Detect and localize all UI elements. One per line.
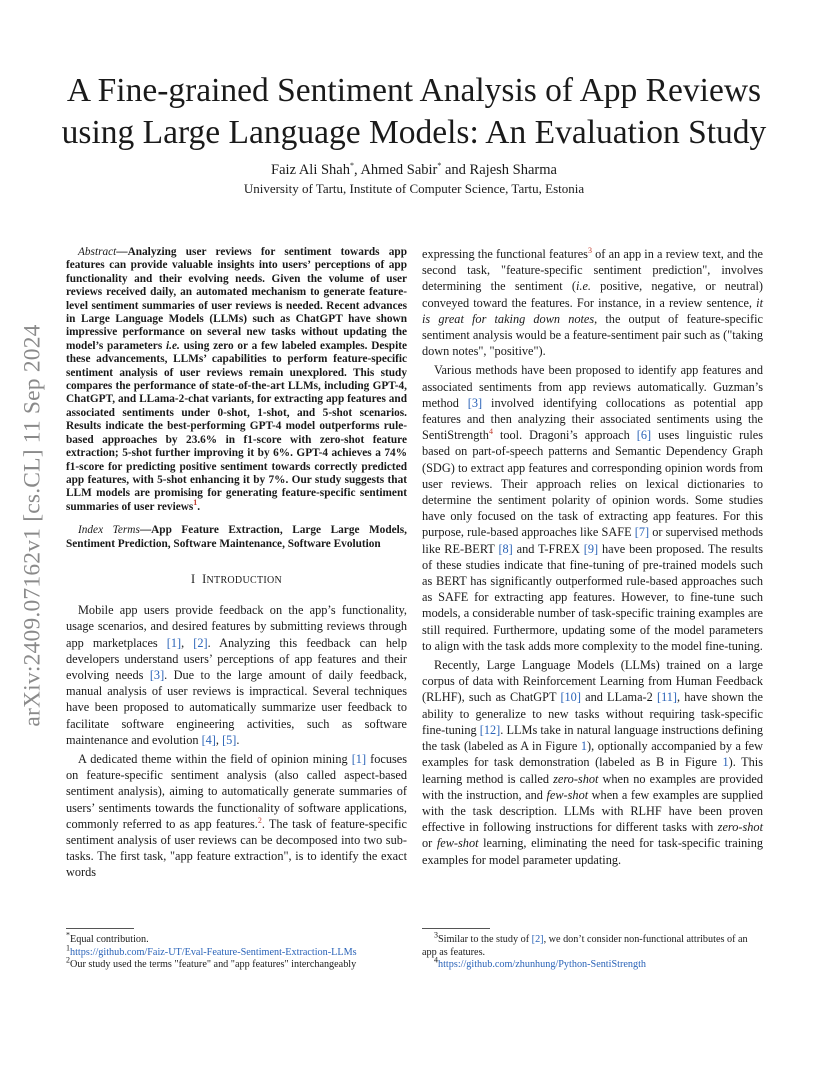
section-title-first: I: [202, 571, 207, 586]
abstract-end: .: [197, 500, 201, 513]
footnote-mark: 2: [66, 955, 70, 965]
affiliation: University of Tartu, Institute of Computer Science, Tartu, Estonia: [243, 181, 585, 196]
footnote-ref-3[interactable]: 3: [587, 245, 592, 255]
text-italic: few-shot: [546, 787, 589, 802]
footnote-rule-left: [66, 928, 134, 929]
text: learning, eliminating the need for task-specific training examples for model parameter updating.: [422, 836, 763, 867]
abstract: [66, 246, 407, 514]
citation-link[interactable]: [2]: [193, 635, 208, 650]
footnote-4: [422, 955, 763, 972]
text: . LLMs take in natural language instructions defining the task (labeled as A in Figure: [422, 722, 763, 754]
footnote-1: [66, 943, 407, 960]
index-terms-text: —App Feature Extraction, Large Large Models, Sentiment Prediction, Software Maintenance, Software Evolution: [66, 524, 407, 550]
citation-link[interactable]: [10]: [560, 690, 581, 705]
citation-link[interactable]: [5]: [222, 732, 237, 747]
section-number: I: [190, 571, 196, 586]
abstract-label: Abstract: [78, 246, 117, 258]
text: ,: [215, 732, 223, 747]
text: ,: [181, 635, 194, 650]
text: tool. Dragoni’s approach: [492, 428, 637, 443]
citation-link[interactable]: [2]: [531, 934, 544, 945]
footnote-url-link[interactable]: https://github.com/zhunhung/Python-SentiStrength: [438, 959, 646, 970]
abstract-text-1: Analyzing user reviews for sentiment towards app features can provide valuable insights into users’ perceptions of app functionality and their evolving needs. Given the volume of user reviews received daily, an automated mechanism to generate feature-level sentiment summaries of user reviews is needed. Recent advances in Large Language Models (LLMs) such as ChatGPT have shown impressive performance on several new tasks without updating the model’s parameters: [66, 246, 407, 352]
text: Mobile app users provide feedback on the app’s functionality, usage scenarios, and desired features by submitting reviews through app marketplaces: [66, 603, 407, 650]
footnotes-left: [66, 930, 407, 972]
citation-link[interactable]: [9]: [583, 541, 599, 556]
footnote-2: [66, 955, 407, 972]
citation-link[interactable]: [8]: [498, 541, 513, 556]
citation-link[interactable]: [11]: [656, 690, 678, 705]
text-italic: zero-shot: [717, 820, 763, 835]
text: of an app in a review text, and the second task, "feature-specific sentiment prediction", involves determining the sentiment (: [422, 247, 764, 294]
right-paragraph-2: [422, 362, 763, 654]
author-list: [0, 162, 828, 179]
title-line-2: using Large Language Models: An Evaluation Study: [61, 114, 767, 151]
text: Various methods have been proposed to identify app features and associated sentiments from app reviews automatically. Guzman’s method: [422, 363, 763, 410]
text: , the output of feature-specific sentiment analysis would be a feature-sentiment pair such as ("taking down notes", "positive").: [422, 311, 763, 359]
intro-paragraph-2: [66, 751, 407, 881]
citation-link[interactable]: [6]: [636, 428, 652, 443]
paper-title: [40, 70, 788, 154]
text: expressing the functional features: [422, 247, 588, 261]
text: when no examples are provided with the instruction, and: [422, 771, 763, 802]
footnote-text: Similar to the study of: [438, 934, 532, 945]
footnote-0: [66, 930, 407, 947]
right-paragraph-1: [422, 246, 763, 359]
text: focuses on feature-specific sentiment analysis (also called aspect-based sentiment analysis), aiming to automatically generate summaries of users’ sentiments towards the functionality of software applications, commonly referred to as app features.: [66, 751, 408, 831]
figure-link[interactable]: 1: [722, 755, 729, 770]
text: and T-FREX: [512, 541, 584, 556]
footnote-mark: 4: [434, 955, 438, 965]
footnote-text: Equal contribution.: [70, 934, 149, 945]
text: involved identifying collocations as potential app features and then analyzing their associated sentiments using the SentiStrength: [422, 395, 763, 443]
text-italic: zero-shot: [553, 771, 599, 786]
index-terms: [66, 524, 407, 551]
text: or supervised methods like RE-BERT: [422, 525, 763, 556]
section-title-rest: NTRODUCTION: [206, 574, 283, 586]
citation-link[interactable]: [12]: [479, 722, 501, 737]
figure-link[interactable]: 1: [580, 739, 588, 754]
right-column: [422, 246, 763, 871]
footnote-text: , we don’t consider non-functional attributes of an app as features.: [422, 934, 748, 958]
right-paragraph-3: [422, 657, 763, 868]
citation-link[interactable]: [3]: [149, 667, 165, 682]
author-2: Ahmed Sabir: [360, 162, 438, 178]
citation-link[interactable]: [4]: [201, 732, 216, 747]
abstract-dash: —: [116, 246, 128, 258]
text: when a few examples are supplied with the task description. LLMs with RLHF have been proven effective in following instructions for different tasks with: [422, 787, 764, 835]
text: positive, negative, or neutral) conveyed toward the features. For instance, in a review sentence,: [422, 279, 763, 310]
footnote-rule-right: [422, 928, 490, 929]
text: . The task of feature-specific sentiment analysis of user reviews can be decomposed into two sub-tasks. The first task, "app feature extraction", is to identify the exact words: [66, 816, 407, 880]
text: ). This learning method is called: [422, 755, 763, 786]
footnote-ref-1[interactable]: 1: [193, 497, 198, 507]
title-line-1: A Fine-grained Sentiment Analysis of App Reviews: [66, 72, 762, 109]
text: and LLama-2: [580, 690, 657, 705]
intro-paragraph-1: [66, 602, 407, 748]
footnote-mark: 3: [434, 930, 438, 940]
footnote-ref-2[interactable]: 2: [257, 815, 262, 825]
left-column: [66, 246, 407, 884]
author-sep-2: and Rajesh Sharma: [441, 162, 557, 178]
citation-link[interactable]: [1]: [351, 751, 367, 766]
text: . Analyzing this feedback can help developers understand users’ perceptions of app features and their evolving needs: [66, 635, 407, 682]
footnote-text: Our study used the terms "feature" and "app features" interchangeably: [70, 959, 357, 970]
text: ), optionally accompanied by a few examples for task demonstration (labeled as B in Figure: [422, 739, 763, 770]
text-italic: few-shot: [436, 836, 479, 851]
text: have been proposed. The results of these studies indicate that fine-tuning of pre-trained models such as BERT has significantly outperformed rule-based approaches such as SAFE for extracting app features. However, to fine-tune such models, a considerable number of task-specific training examples are still required. Furthermore, updating some of the model parameters to align with the task adds more complexity to the model fine-tuning.: [422, 541, 763, 653]
footnote-url-link[interactable]: https://github.com/Faiz-UT/Eval-Feature-Sentiment-Extraction-LLMs: [70, 946, 357, 958]
author-2-mark: *: [437, 161, 442, 171]
author-sep-1: ,: [354, 162, 361, 178]
citation-link[interactable]: [1]: [166, 635, 182, 650]
index-terms-label: Index Terms: [78, 524, 140, 537]
arxiv-watermark: [10, 290, 56, 760]
text: A dedicated theme within the field of opinion mining: [78, 751, 352, 766]
text-italic: i.e.: [575, 279, 591, 294]
footnote-mark: *: [66, 930, 70, 940]
text: .: [236, 732, 240, 747]
footnotes-right: [422, 930, 763, 972]
footnote-mark: 1: [66, 943, 70, 953]
citation-link[interactable]: [3]: [467, 395, 483, 410]
example-sentence: it is great for taking down notes: [422, 295, 763, 326]
section-heading: [66, 571, 407, 589]
text: Recently, Large Language Models (LLMs) trained on a large corpus of data with Reinforcement Learning from Human Feedback (RLHF), such as ChatGPT: [422, 658, 763, 705]
abstract-ie: i.e.: [166, 339, 180, 352]
arxiv-identifier: arXiv:2409.07162v1 [cs.CL] 11 Sep 2024: [19, 323, 46, 727]
text: or: [422, 836, 437, 851]
footnote-3: [422, 930, 763, 959]
text: , have shown the ability to generalize to new tasks without requiring task-specific fine-tuning: [422, 690, 763, 737]
abstract-text-2: using zero or a few labeled examples. Despite these advancements, LLMs’ capabilities to perform feature-specific sentiment analysis of user reviews remain unexplored. This study compares the performance of state-of-the-art LLMs, including GPT-4, ChatGPT, and LLama-2-chat variants, for extracting app features and associated sentiments under 0-shot, 1-shot, and 5-shot scenarios. Results indicate the best-performing GPT-4 model outperforms rule-based approaches by 23.6% in f1-score with zero-shot feature extraction; 5-shot further improving it by 6%. GPT-4 achieves a 74% f1-score for predicting positive sentiment towards correctly predicted app features, with 5-shot enhancing it by 7%. Our study suggests that LLM models are promising for generating feature-specific sentiment summaries of user reviews: [66, 339, 407, 513]
citation-link[interactable]: [7]: [634, 525, 650, 540]
footnote-ref-4[interactable]: 4: [488, 427, 493, 437]
text: . Due to the large amount of daily feedback, manual analysis of user reviews is impractical. Several techniques have been proposed to automatically summarize user feedback to facilitate software engineering activities, such as software maintenance and evolution: [66, 667, 407, 747]
author-1: Faiz Ali Shah: [271, 162, 350, 178]
text: uses linguistic rules based on part-of-speech patterns and Semantic Dependency Graph (SDG) to extract app features and corresponding opinion words from user reviews. Their approach relies on lexical dictionaries to determine the sentiment polarity of opinion words. Some studies have only focused on the task of extracting app features. For this purpose, rule-based approaches like SAFE: [422, 428, 763, 540]
author-1-mark: *: [350, 161, 354, 171]
